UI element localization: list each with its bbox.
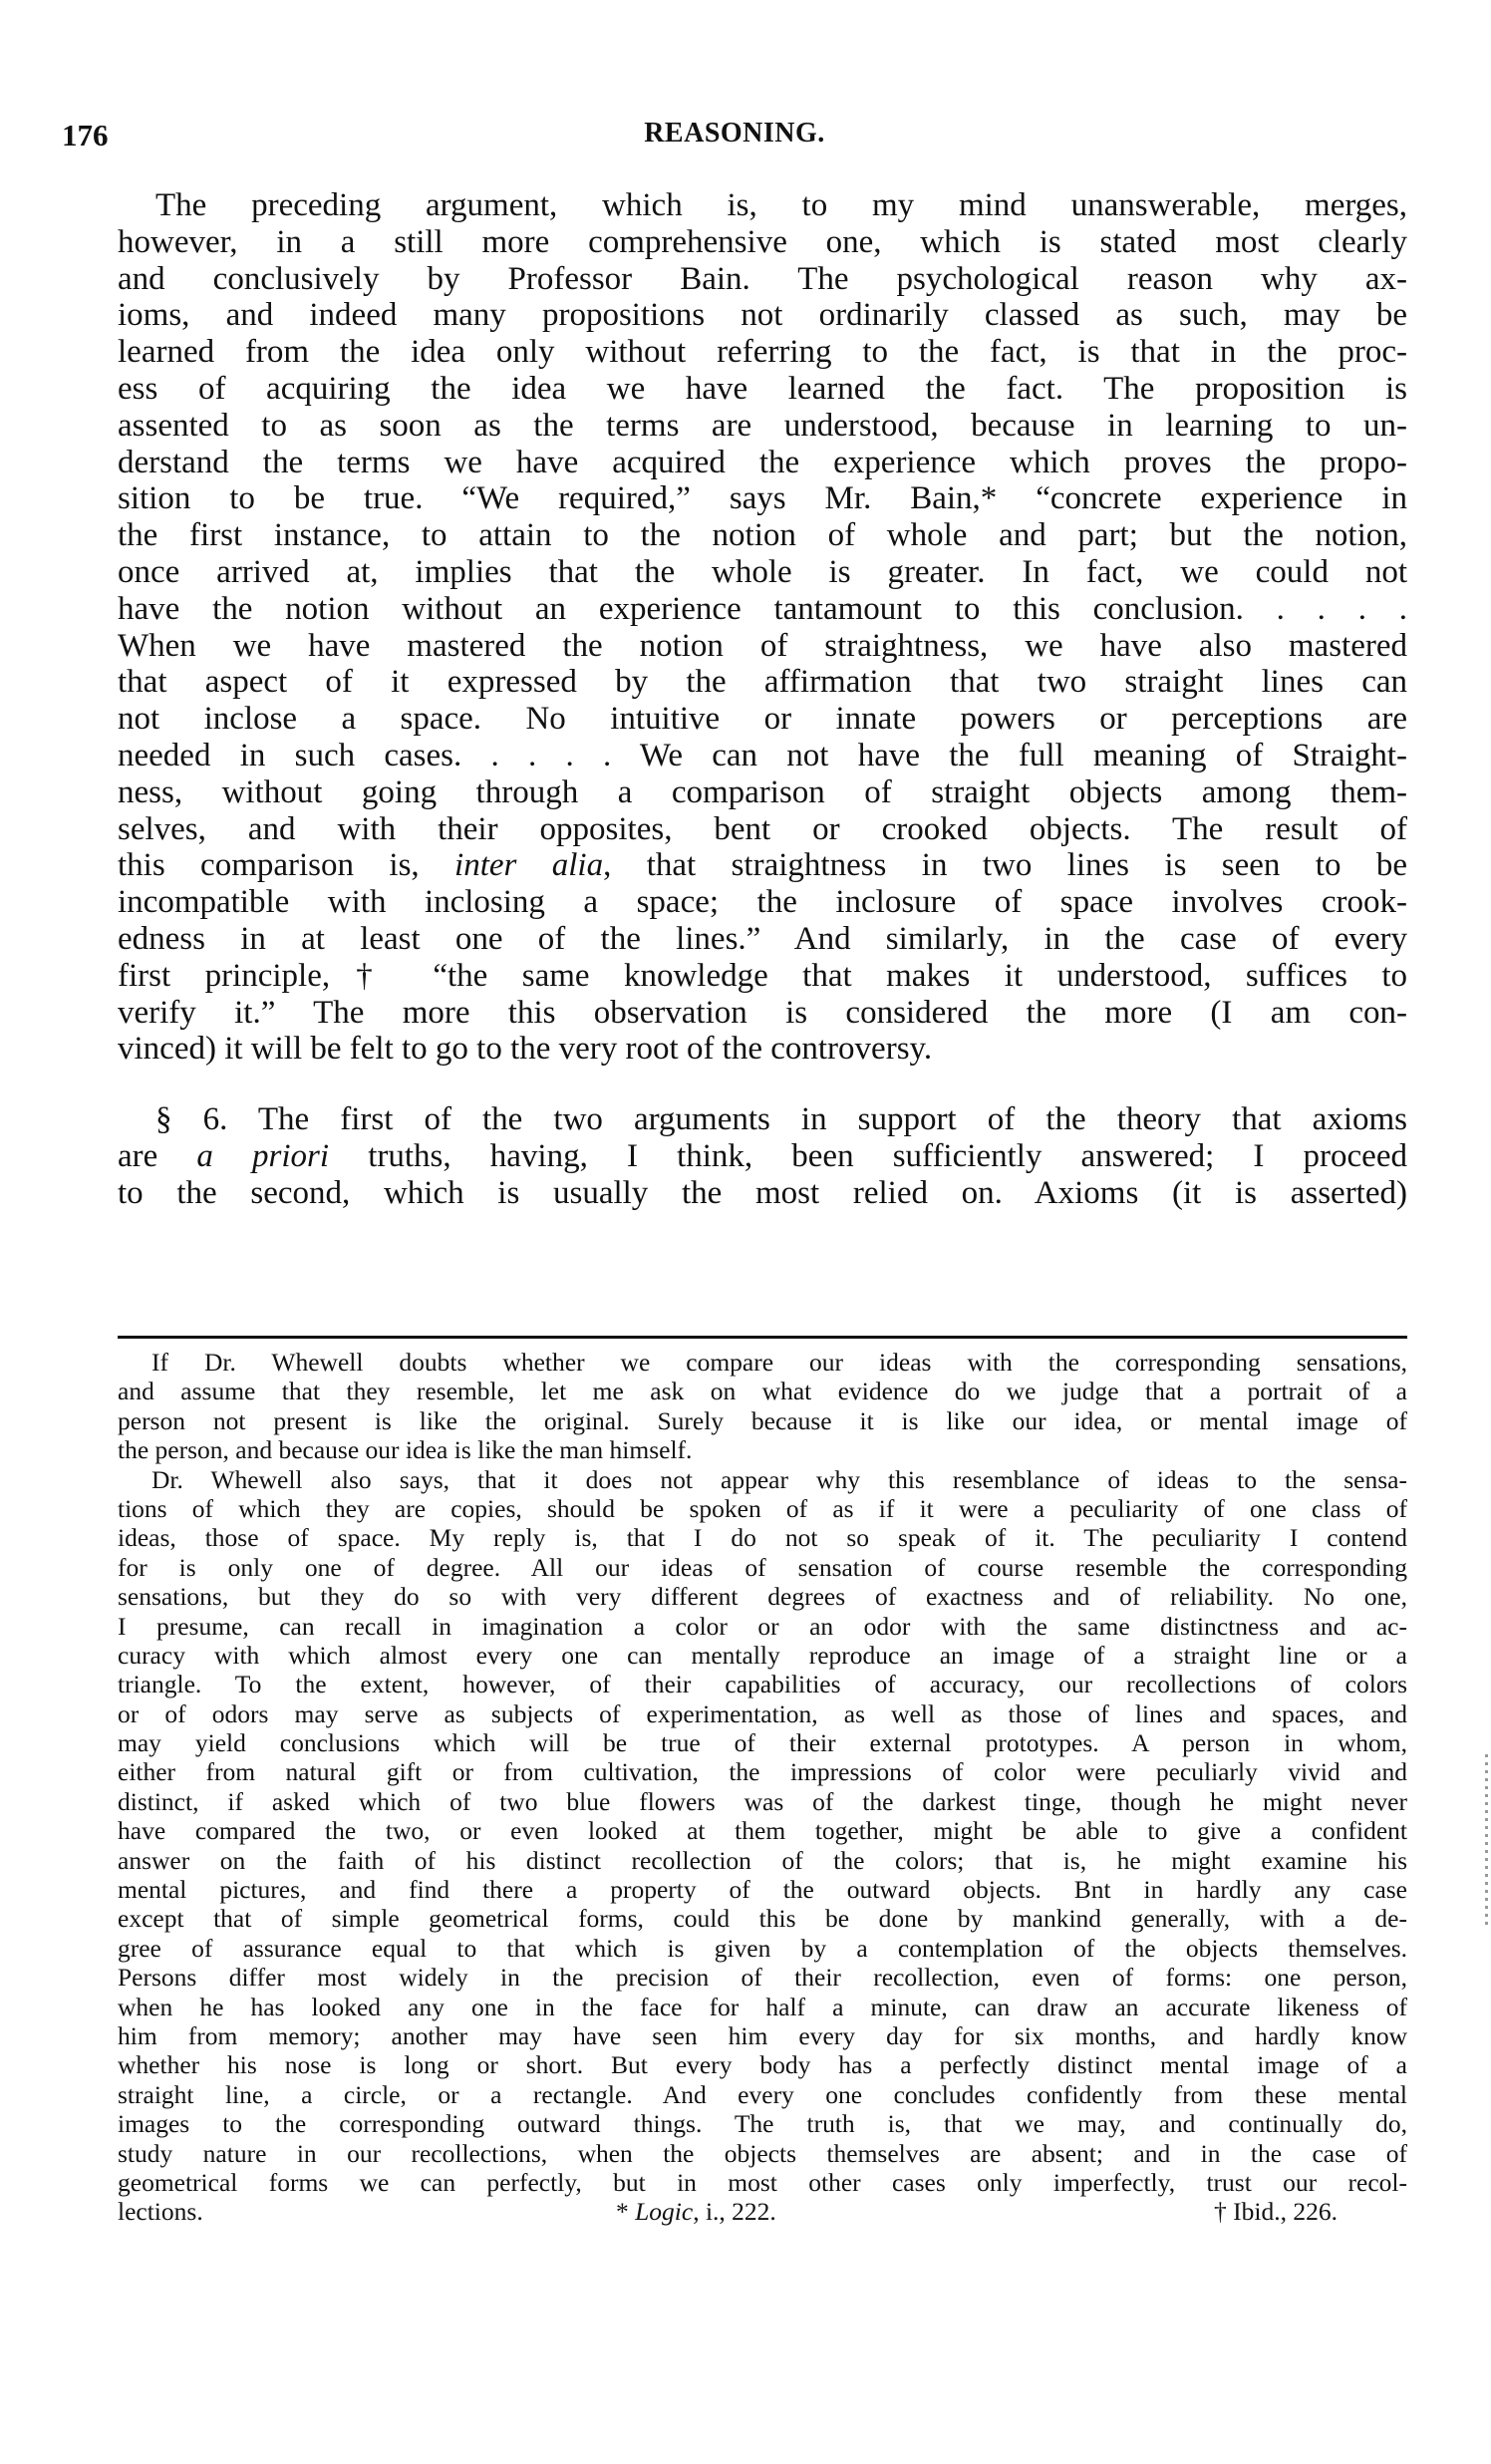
- footnote-line: whether his nose is long or short. But every body has a perfectly distinct mental image of a: [118, 2050, 1407, 2080]
- footnote-line: sensations, but they do so with very different degrees of exactness and of reliability. No one,: [118, 1582, 1407, 1612]
- footnote-line: answer on the faith of his distinct recollection of the colors; that is, he might examine his: [118, 1845, 1407, 1875]
- footnote-line: Persons differ most widely in the precision of their recollection, even of forms: one person,: [118, 1963, 1407, 1993]
- footnote-line: distinct, if asked which of two blue flowers was of the darkest tinge, though he might never: [118, 1786, 1407, 1816]
- text-run: are: [118, 1137, 197, 1174]
- paragraph-gap: [118, 1068, 1407, 1101]
- text-line: however, in a still more comprehensive one, which is stated most clearly: [118, 223, 1407, 260]
- footnote-whewell-portrait: [118, 1348, 1407, 1465]
- text-line-with-italic: [118, 1138, 1407, 1175]
- section-6-paragraph: [118, 1101, 1407, 1211]
- footnotes: [118, 1348, 1407, 2227]
- text-line: assented to as soon as the terms are understood, because in learning to un-: [118, 407, 1407, 444]
- footnote-line: the person, and because our idea is like the man himself.: [118, 1435, 693, 1465]
- footnote-line: and assume that they resemble, let me ask on what evidence do we judge that a portrait of a: [118, 1377, 1407, 1406]
- scan-margin-artifact: [1485, 1754, 1488, 1929]
- text-line: first principle,† “the same knowledge that makes it understood, suffices to: [118, 957, 1407, 994]
- footnote-line: mental pictures, and find there a property of the outward objects. Bnt in hardly any case: [118, 1875, 1407, 1905]
- text-line: edness in at least one of the lines.” And similarly, in the case of every: [118, 920, 1407, 957]
- text-line: When we have mastered the notion of straightness, we have also mastered: [118, 627, 1407, 664]
- footnote-line: triangle. To the extent, however, of their capabilities of accuracy, our recollections of colors: [118, 1670, 1407, 1699]
- footnote-line: Dr. Whewell also says, that it does not appear why this resemblance of ideas to the sensa-: [151, 1464, 1407, 1494]
- footnote-line: person not present is like the original. Surely because it is like our idea, or mental image of: [118, 1405, 1407, 1435]
- footnote-line: study nature in our recollections, when the objects themselves are absent; and in the case of: [118, 2138, 1407, 2168]
- running-head: [62, 118, 1407, 157]
- footnote-final-line: [118, 2197, 1407, 2226]
- footnote-line: may yield conclusions which will be true of their external prototypes. A person in whom,: [118, 1728, 1407, 1758]
- running-title: REASONING.: [644, 118, 825, 149]
- text-line: needed in such cases. . . . . We can not have the full meaning of Straight-: [118, 737, 1407, 773]
- text-line: to the second, which is usually the most relied on. Axioms (it is asserted): [118, 1174, 1407, 1211]
- footnote-line: have compared the two, or even looked at them together, might be able to give a confident: [118, 1816, 1407, 1846]
- footnote-line: images to the corresponding outward things. The truth is, that we may, and continually do,: [118, 2109, 1407, 2139]
- text-line: not inclose a space. No intuitive or innate powers or perceptions are: [118, 701, 1407, 738]
- text-line: ioms, and indeed many propositions not ordinarily classed as such, may be: [118, 297, 1407, 334]
- text-line: that aspect of it expressed by the affirmation that two straight lines can: [118, 664, 1407, 701]
- footnote-line: him from memory; another may have seen him every day for six months, and hardly know: [118, 2020, 1407, 2050]
- reference-locator: , i., 222.: [693, 2197, 776, 2227]
- text-line: sition to be true. “We required,” says Mr. Bain,* “concrete experience in: [118, 480, 1407, 517]
- text-line: ess of acquiring the idea we have learned the fact. The proposition is: [118, 370, 1407, 407]
- text-line: learned from the idea only without referring to the fact, is that in the proc-: [118, 334, 1407, 371]
- italic-phrase-a-priori: a priori: [196, 1137, 330, 1174]
- text-line: and conclusively by Professor Bain. The psychological reason why ax-: [118, 260, 1407, 297]
- text-run: this comparison is,: [118, 847, 455, 884]
- text-line: ness, without going through a comparison of straight objects among them-: [118, 773, 1407, 810]
- text-line: § 6. The first of the two arguments in support of the theory that axioms: [155, 1101, 1407, 1138]
- main-text: [118, 187, 1407, 1212]
- footnote-line: for is only one of degree. All our ideas of sensation of course resemble the corresponding: [118, 1552, 1407, 1582]
- text-line: the first instance, to attain to the notion of whole and part; but the notion,: [118, 517, 1407, 554]
- text-line: selves, and with their opposites, bent or crooked objects. The result of: [118, 810, 1407, 847]
- footnote-line: ideas, those of space. My reply is, that I do not so speak of it. The peculiarity I contend: [118, 1523, 1407, 1553]
- footnote-line: geometrical forms we can perfectly, but in most other cases only imperfectly, trust our recol-: [118, 2167, 1407, 2197]
- text-line: verify it.” The more this observation is considered the more (I am con-: [118, 994, 1407, 1031]
- footnote-line: when he has looked any one in the face for half a minute, can draw an accurate likeness of: [118, 1992, 1407, 2021]
- text-line: once arrived at, implies that the whole is greater. In fact, we could not: [118, 553, 1407, 590]
- footnote-line: curacy with which almost every one can mentally reproduce an image of a straight line or a: [118, 1640, 1407, 1670]
- text-line-with-italic: [118, 847, 1407, 884]
- footnote-line: either from natural gift or from cultivation, the impressions of color were peculiarly vivid and: [118, 1757, 1407, 1787]
- text-line: The preceding argument, which is, to my mind unanswerable, merges,: [155, 187, 1407, 223]
- footnote-line: or of odors may serve as subjects of experimentation, as well as those of lines and spaces, and: [118, 1698, 1407, 1728]
- footnote-divider: [118, 1336, 1407, 1339]
- text-run: truths, having, I think, been sufficiently answered; I proceed: [329, 1137, 1407, 1174]
- footnote-line: gree of assurance equal to that which is given by a contemplation of the objects themselves.: [118, 1933, 1407, 1963]
- text-line: have the notion without an experience tantamount to this conclusion. . . . .: [118, 590, 1407, 627]
- text-line: vinced) it will be felt to go to the very root of the controversy.: [118, 1031, 933, 1068]
- text-line: derstand the terms we have acquired the experience which proves the propo-: [118, 444, 1407, 480]
- footnote-line: straight line, a circle, or a rectangle. And every one concludes confidently from these mental: [118, 2079, 1407, 2109]
- star-marker: *: [616, 2197, 636, 2227]
- footnote-whewell-resemblance: [118, 1465, 1407, 2227]
- footnote-line: If Dr. Whewell doubts whether we compare our ideas with the corresponding sensations,: [151, 1348, 1407, 1377]
- reference-star: [616, 2197, 1214, 2226]
- text-run: , that straightness in two lines is seen to be: [603, 847, 1407, 884]
- footnote-line-end: lections.: [118, 2197, 203, 2227]
- footnote-line: I presume, can recall in imagination a color or an odor with the same distinctness and ac-: [118, 1611, 1407, 1641]
- paragraph-preceding-argument: [118, 187, 1407, 1068]
- footnote-line: tions of which they are copies, should be spoken of as if it were a peculiarity of one class of: [118, 1493, 1407, 1523]
- italic-phrase-inter-alia: inter alia: [454, 847, 604, 884]
- reference-dagger: † Ibid., 226.: [1214, 2197, 1338, 2227]
- reference-title: Logic: [635, 2197, 694, 2227]
- text-line: incompatible with inclosing a space; the inclosure of space involves crook-: [118, 884, 1407, 921]
- footnote-line: except that of simple geometrical forms, could this be done by mankind generally, with a de-: [118, 1904, 1407, 1934]
- page-number: 176: [62, 118, 109, 153]
